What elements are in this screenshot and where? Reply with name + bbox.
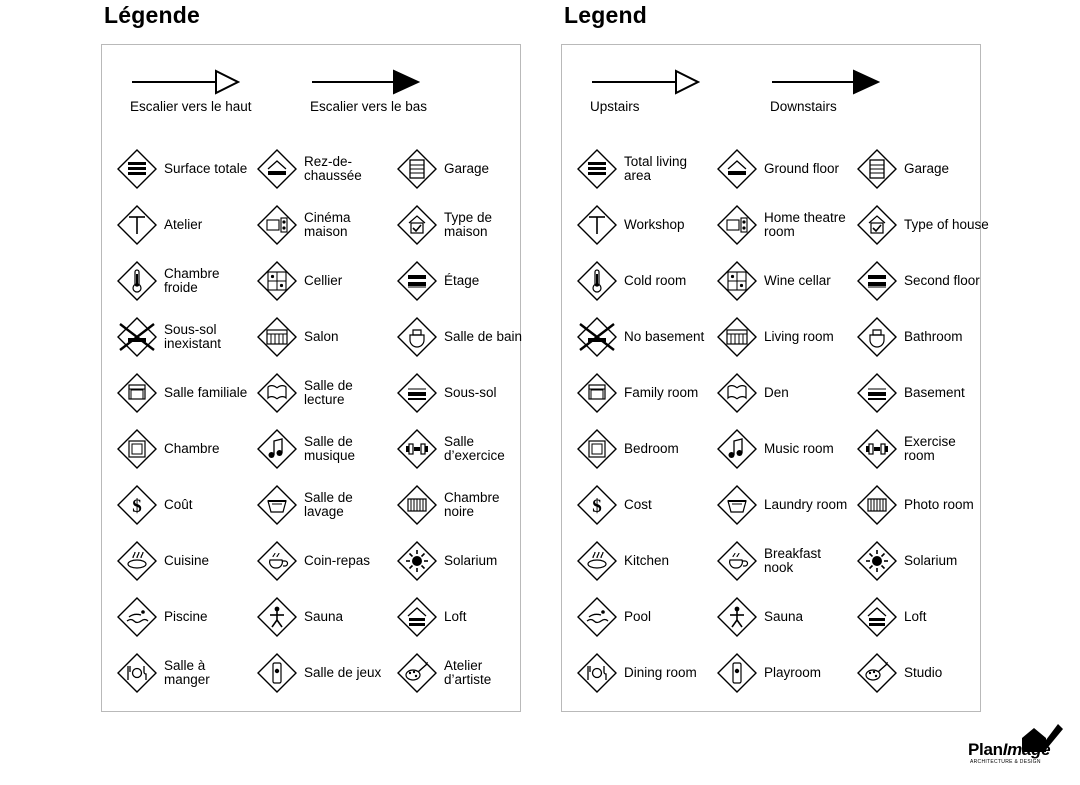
legend-item	[856, 141, 996, 197]
legend-item-label: Piscine	[164, 608, 208, 624]
legend-item-label: No basement	[624, 328, 705, 344]
legend-item	[716, 645, 856, 701]
den-icon	[716, 372, 758, 414]
basement-icon	[856, 372, 898, 414]
legend-item-label: Chambre noire	[444, 489, 500, 519]
legend-item	[576, 253, 716, 309]
legend-item	[396, 141, 536, 197]
garage-icon	[396, 148, 438, 190]
legend-item	[716, 365, 856, 421]
bathroom-icon	[396, 316, 438, 358]
legend-item-label: Dining room	[624, 664, 697, 680]
stair-arrow-row-english	[562, 67, 980, 135]
legend-item-label: Laundry room	[764, 496, 848, 512]
stair-arrow-row-french	[102, 67, 520, 135]
legend-item	[856, 197, 996, 253]
legend-item	[576, 589, 716, 645]
cold-room-icon	[576, 260, 618, 302]
legend-item-label: Sauna	[764, 608, 804, 624]
legend-item	[716, 589, 856, 645]
legend-item	[856, 589, 996, 645]
legend-item	[716, 421, 856, 477]
legend-item-label: Salle de jeux	[304, 664, 382, 680]
legend-grid-english	[562, 141, 989, 701]
legend-item-label: Photo room	[904, 496, 974, 512]
legend-item	[856, 533, 996, 589]
legend-item	[576, 365, 716, 421]
stairs-down-label: Downstairs	[770, 99, 837, 114]
legend-item-label: Garage	[444, 160, 490, 176]
legend-item	[116, 533, 256, 589]
legend-item-label: Atelier	[164, 216, 203, 232]
stairs-down-block	[310, 67, 427, 114]
workshop-icon	[116, 204, 158, 246]
solarium-icon	[856, 540, 898, 582]
basement-icon	[396, 372, 438, 414]
second-floor-icon	[396, 260, 438, 302]
legend-item	[576, 141, 716, 197]
ground-floor-icon	[256, 148, 298, 190]
photo-room-icon	[396, 484, 438, 526]
legend-item	[716, 141, 856, 197]
planimage-logo	[962, 726, 1066, 772]
svg-text:$: $	[592, 496, 602, 517]
pool-icon	[576, 596, 618, 638]
legend-panel-english	[561, 44, 989, 712]
den-icon	[256, 372, 298, 414]
legend-item-label: Cost	[624, 496, 652, 512]
legend-item	[396, 477, 536, 533]
breakfast-nook-icon	[716, 540, 758, 582]
legend-item	[576, 477, 716, 533]
legend-item	[256, 309, 396, 365]
legend-item	[576, 645, 716, 701]
legend-item-label: Total living area	[624, 153, 688, 183]
family-room-icon	[116, 372, 158, 414]
legend-item-label: Bedroom	[624, 440, 679, 456]
logo-plan: Plan	[968, 740, 1003, 759]
legend-item-label: Music room	[764, 440, 834, 456]
legend-panel-french	[101, 44, 521, 712]
arrow-filled-right-icon	[770, 67, 880, 97]
legend-item-label: Coin-repas	[304, 552, 371, 568]
ground-floor-icon	[716, 148, 758, 190]
legend-item	[396, 309, 536, 365]
stairs-up-label: Escalier vers le haut	[130, 99, 252, 114]
legend-item	[716, 197, 856, 253]
legend-item-label: Coût	[164, 496, 193, 512]
legend-item-label: Kitchen	[624, 552, 670, 568]
home-theatre-icon	[256, 204, 298, 246]
legend-item-label: Sous-sol inexistant	[164, 321, 222, 351]
legend-item	[396, 365, 536, 421]
legend-item-label: Salle de musique	[304, 433, 356, 463]
svg-text:$: $	[132, 496, 142, 517]
stairs-down-label: Escalier vers le bas	[310, 99, 428, 114]
legend-item	[396, 197, 536, 253]
legend-item-label: Family room	[624, 384, 699, 400]
no-basement-icon	[116, 316, 158, 358]
logo-image: Image	[1002, 740, 1051, 759]
legend-item	[396, 645, 536, 701]
kitchen-icon	[576, 540, 618, 582]
legend-item-label: Salle de bain	[444, 328, 523, 344]
legend-item	[396, 533, 536, 589]
garage-icon	[856, 148, 898, 190]
legend-item-label: Cuisine	[164, 552, 210, 568]
breakfast-nook-icon	[256, 540, 298, 582]
legend-item-label: Surface totale	[164, 160, 248, 176]
legend-item	[116, 645, 256, 701]
arrow-outline-right-icon	[590, 67, 700, 97]
playroom-icon	[256, 652, 298, 694]
bedroom-icon	[576, 428, 618, 470]
legend-item-label: Atelier d’artiste	[444, 657, 492, 687]
legend-item	[256, 477, 396, 533]
music-room-icon	[716, 428, 758, 470]
legend-item-label: Sous-sol	[444, 384, 497, 400]
legend-item-label: Chambre	[164, 440, 220, 456]
laundry-room-icon	[256, 484, 298, 526]
legend-item	[716, 253, 856, 309]
arrow-filled-right-icon	[310, 67, 420, 97]
exercise-room-icon	[396, 428, 438, 470]
legend-item-label: Loft	[444, 608, 467, 624]
legend-item-label: Salle à manger	[164, 657, 210, 687]
legend-item-label: Salle de lecture	[304, 377, 353, 407]
legend-item-label: Étage	[444, 272, 480, 288]
legend-item	[856, 253, 996, 309]
wine-cellar-icon	[716, 260, 758, 302]
legend-item-label: Loft	[904, 608, 927, 624]
sauna-icon	[256, 596, 298, 638]
legend-item	[396, 421, 536, 477]
loft-icon	[856, 596, 898, 638]
dining-room-icon	[576, 652, 618, 694]
legend-item	[116, 309, 256, 365]
legend-item-label: Solarium	[444, 552, 498, 568]
legend-item	[576, 533, 716, 589]
arrow-outline-right-icon	[130, 67, 240, 97]
legend-item-label: Wine cellar	[764, 272, 831, 288]
legend-item	[256, 141, 396, 197]
wine-cellar-icon	[256, 260, 298, 302]
solarium-icon	[396, 540, 438, 582]
cost-icon	[116, 484, 158, 526]
page-title-french: Légende	[104, 2, 200, 28]
legend-item	[856, 645, 996, 701]
legend-item-label: Exercise room	[904, 433, 956, 463]
legend-item	[256, 421, 396, 477]
legend-item-label: Sauna	[304, 608, 344, 624]
pool-icon	[116, 596, 158, 638]
legend-item	[856, 421, 996, 477]
workshop-icon	[576, 204, 618, 246]
legend-item-label: Type of house	[904, 216, 989, 232]
legend-item-label: Salle d’exercice	[444, 433, 505, 463]
legend-item	[256, 253, 396, 309]
legend-item-label: Bathroom	[904, 328, 963, 344]
music-room-icon	[256, 428, 298, 470]
legend-item	[256, 589, 396, 645]
home-theatre-icon	[716, 204, 758, 246]
legend-item-label: Playroom	[764, 664, 822, 680]
stairs-down-block	[770, 67, 880, 114]
second-floor-icon	[856, 260, 898, 302]
legend-item-label: Cold room	[624, 272, 687, 288]
legend-item	[116, 589, 256, 645]
no-basement-icon	[576, 316, 618, 358]
family-room-icon	[576, 372, 618, 414]
exercise-room-icon	[856, 428, 898, 470]
bathroom-icon	[856, 316, 898, 358]
legend-item-label: Second floor	[904, 272, 980, 288]
legend-item-label: Basement	[904, 384, 965, 400]
kitchen-icon	[116, 540, 158, 582]
stairs-up-block	[590, 67, 700, 114]
living-room-icon	[716, 316, 758, 358]
bedroom-icon	[116, 428, 158, 470]
legend-item	[396, 589, 536, 645]
logo-wordmark	[968, 740, 1050, 760]
legend-item-label: Living room	[764, 328, 834, 344]
living-room-icon	[256, 316, 298, 358]
cold-room-icon	[116, 260, 158, 302]
legend-item-label: Garage	[904, 160, 950, 176]
legend-item	[256, 533, 396, 589]
legend-item-label: Cinéma maison	[304, 209, 351, 239]
legend-item	[116, 141, 256, 197]
playroom-icon	[716, 652, 758, 694]
studio-icon	[856, 652, 898, 694]
legend-item	[116, 197, 256, 253]
legend-item	[576, 197, 716, 253]
legend-item	[256, 645, 396, 701]
stairs-up-block	[130, 67, 252, 114]
legend-item	[716, 533, 856, 589]
legend-item	[256, 365, 396, 421]
legend-item	[856, 477, 996, 533]
dining-room-icon	[116, 652, 158, 694]
legend-item-label: Type de maison	[444, 209, 493, 239]
legend-item-label: Studio	[904, 664, 943, 680]
stairs-up-label: Upstairs	[590, 99, 640, 114]
legend-item-label: Den	[764, 384, 789, 400]
legend-item	[116, 477, 256, 533]
legend-item-label: Ground floor	[764, 160, 840, 176]
legend-item	[256, 197, 396, 253]
legend-item-label: Pool	[624, 608, 652, 624]
legend-item-label: Rez-de-chaussée	[304, 153, 362, 183]
legend-item	[116, 421, 256, 477]
type-of-house-icon	[856, 204, 898, 246]
legend-item-label: Cellier	[304, 272, 343, 288]
total-living-area-icon	[116, 148, 158, 190]
legend-item-label: Workshop	[624, 216, 685, 232]
laundry-room-icon	[716, 484, 758, 526]
studio-icon	[396, 652, 438, 694]
legend-item	[116, 365, 256, 421]
legend-item	[576, 309, 716, 365]
legend-item-label: Chambre froide	[164, 265, 220, 295]
legend-item-label: Salle de lavage	[304, 489, 353, 519]
legend-grid-french	[102, 141, 523, 701]
legend-item	[716, 477, 856, 533]
legend-item-label: Home theatre room	[764, 209, 846, 239]
legend-item	[396, 253, 536, 309]
legend-item	[716, 309, 856, 365]
legend-item	[576, 421, 716, 477]
legend-item-label: Salon	[304, 328, 339, 344]
total-living-area-icon	[576, 148, 618, 190]
legend-item-label: Salle familiale	[164, 384, 248, 400]
legend-item	[856, 309, 996, 365]
legend-item	[116, 253, 256, 309]
legend-item	[856, 365, 996, 421]
photo-room-icon	[856, 484, 898, 526]
loft-icon	[396, 596, 438, 638]
cost-icon	[576, 484, 618, 526]
page-title-english: Legend	[564, 2, 647, 28]
type-of-house-icon	[396, 204, 438, 246]
legend-item-label: Solarium	[904, 552, 958, 568]
legend-item-label: Breakfast nook	[764, 545, 822, 575]
logo-tagline: ARCHITECTURE & DESIGN	[970, 759, 1041, 765]
sauna-icon	[716, 596, 758, 638]
